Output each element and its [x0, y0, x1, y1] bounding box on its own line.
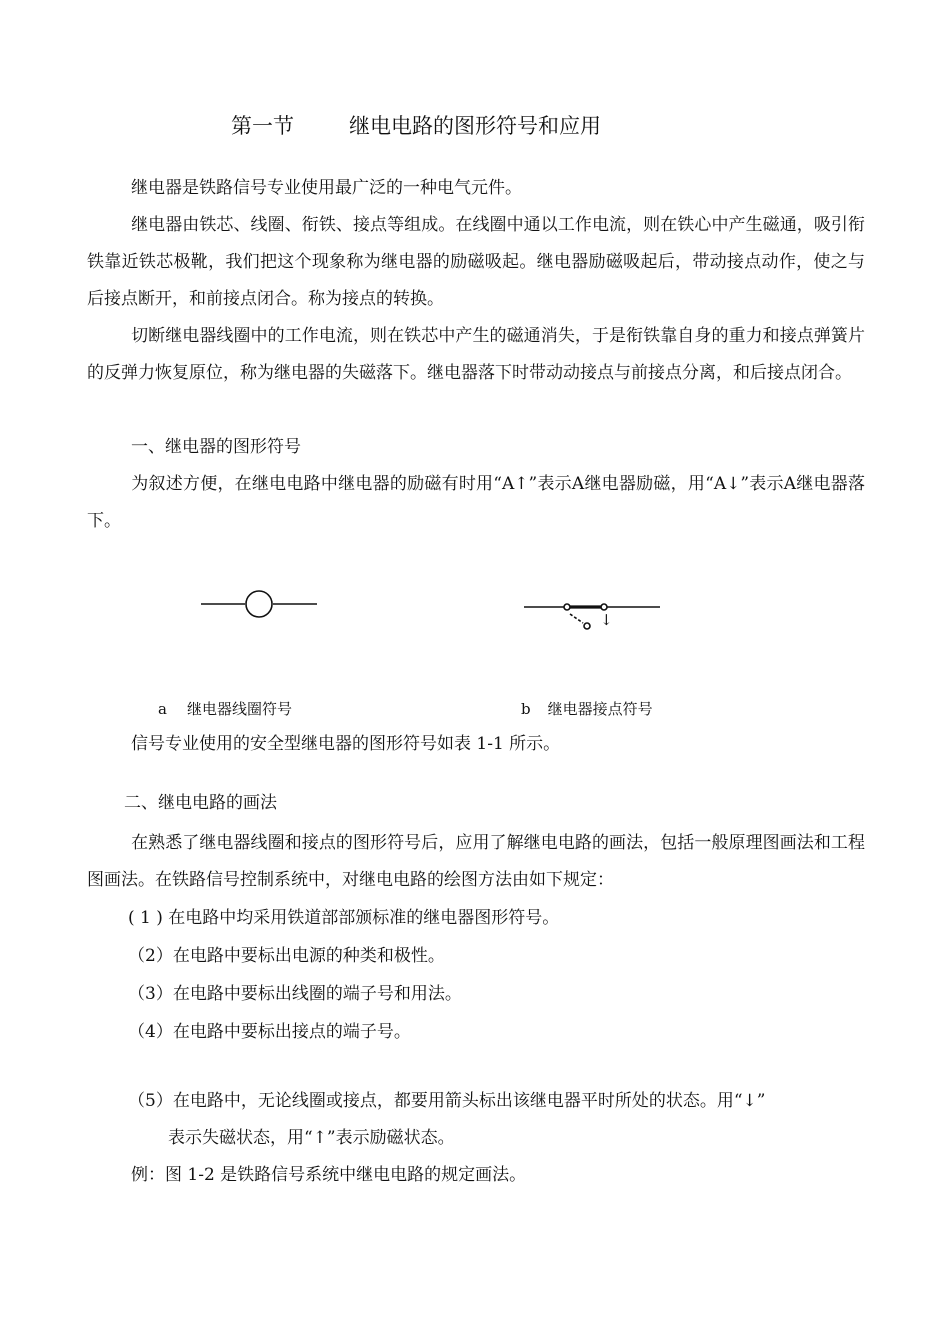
paragraph-intro: 继电器是铁路信号专业使用最广泛的一种电气元件。	[131, 178, 522, 198]
caption-a: a 继电器线圈符号	[158, 700, 292, 718]
rule-1: ( 1 ) 在电路中均采用铁道部部颁标准的继电器图形符号。	[128, 908, 560, 928]
rule-5-line1: （5）在电路中，无论线圈或接点，都要用箭头标出该继电器平时所处的状态。用“↓”	[128, 1091, 766, 1111]
section1-heading: 一、继电器的图形符号	[131, 437, 301, 457]
paragraph-excitation: 继电器由铁芯、线圈、衔铁、接点等组成。在线圈中通以工作电流，则在铁心中产生磁通，吸引衔铁靠近铁芯极靴，我们把这个现象称为继电器的励磁吸起。继电器励磁吸起后，带动接点动作，使之与后接点断开，和前接点闭合。称为接点的转换。	[87, 215, 865, 309]
contact-swing	[570, 614, 583, 623]
table-reference: 信号专业使用的安全型继电器的图形符号如表 1-1 所示。	[131, 734, 561, 754]
back-contact	[584, 623, 590, 629]
contact-pivot	[564, 604, 570, 610]
rule-5-line2: 表示失磁状态，用“↑”表示励磁状态。	[168, 1128, 455, 1148]
paragraph-arrow-notation: 为叙述方便，在继电电路中继电器的励磁有时用“A↑”表示A继电器励磁，用“A↓”表示A继电器落下。	[87, 474, 865, 531]
page-title	[231, 110, 601, 140]
caption-b: b 继电器接点符号	[521, 700, 653, 718]
coil-circle	[246, 591, 272, 617]
rule-3: （3）在电路中要标出线圈的端子号和用法。	[128, 984, 462, 1004]
paragraph-release: 切断继电器线圈中的工作电流，则在铁芯中产生的磁通消失，于是衔铁靠自身的重力和接点弹簧片的反弹力恢复原位，称为继电器的失磁落下。继电器落下时带动动接点与前接点分离，和后接点闭合。	[87, 326, 865, 383]
section2-heading: 二、继电电路的画法	[124, 793, 277, 813]
rule-4: （4）在电路中要标出接点的端子号。	[128, 1022, 411, 1042]
example-line: 例：图 1-2 是铁路信号系统中继电电路的规定画法。	[131, 1165, 527, 1185]
section-heading: 继电电路的图形符号和应用	[349, 114, 601, 138]
front-contact	[601, 604, 607, 610]
section-number: 第一节	[231, 114, 294, 138]
relay-contact-symbol	[520, 592, 670, 637]
rule-2: （2）在电路中要标出电源的种类和极性。	[128, 946, 445, 966]
contact-state-arrow: ↓	[600, 611, 613, 629]
relay-coil-symbol	[195, 585, 325, 625]
paragraph-circuit-drawing: 在熟悉了继电器线圈和接点的图形符号后，应用了解继电电路的画法，包括一般原理图画法和工程图画法。在铁路信号控制系统中，对继电电路的绘图方法由如下规定：	[87, 833, 865, 890]
